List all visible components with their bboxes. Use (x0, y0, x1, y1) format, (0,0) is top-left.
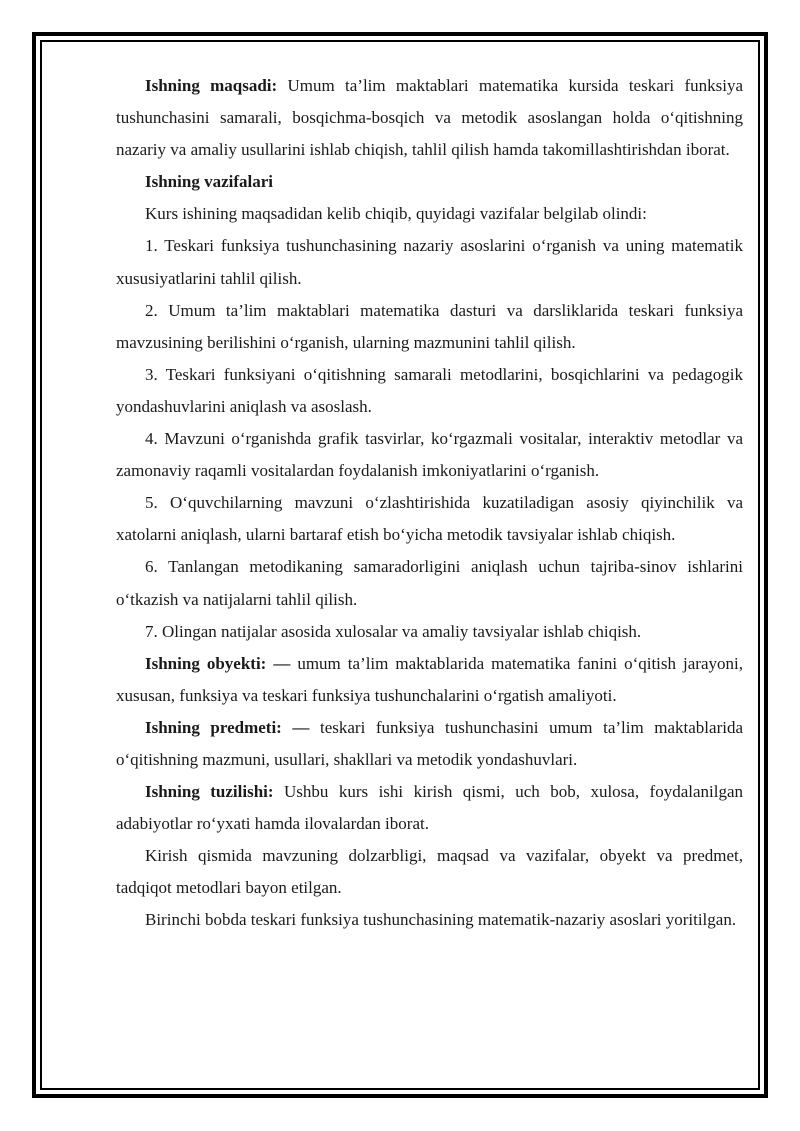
task-item-text: 4. Mavzuni o‘rganishda grafik tasvirlar, ko‘rgazmali vositalar, interaktiv metodlar va zamonaviy raqamli vositalardan foydalanish imkoniyatlarini o‘rganish. (116, 429, 743, 481)
task-item-text: 7. Olingan natijalar asosida xulosalar va amaliy tavsiyalar ishlab chiqish. (145, 621, 642, 641)
task-item-4 (116, 423, 743, 487)
subject-text: teskari funksiya tushunchasini umum ta’lim maktablarida o‘qitishning mazmuni, usullari, shakllari va metodik yondashuvlari. (116, 717, 743, 769)
object-heading: Ishning obyekti: — (145, 653, 291, 673)
task-item-text: 2. Umum ta’lim maktablari matematika dasturi va darsliklarida teskari funksiya mavzusining berilishini o‘rganish, ularning mazmunini tahlil qilish. (116, 300, 743, 352)
goal-heading: Ishning maqsadi: (145, 76, 278, 95)
paragraph-introduction (116, 840, 743, 904)
task-item-text: 1. Teskari funksiya tushunchasining nazariy asoslarini o‘rganish va uning matematik xususiyatlarini tahlil qilish. (116, 236, 743, 288)
structure-heading: Ishning tuzilishi: (145, 782, 274, 802)
chapter-one-text: Birinchi bobda teskari funksiya tushunchasining matematik-nazariy asoslari yoritilgan. (145, 910, 737, 930)
paragraph-goal (116, 70, 743, 166)
task-item-5 (116, 487, 743, 551)
task-item-2 (116, 295, 743, 359)
task-item-text: 5. O‘quvchilarning mavzuni o‘zlashtirishida kuzatiladigan asosiy qiyinchilik va xatolarni aniqlash, ularni bartaraf etish bo‘yicha metodik tavsiyalar ishlab chiqish. (116, 493, 743, 545)
task-item-text: 6. Tanlangan metodikaning samaradorligini aniqlash uchun tajriba-sinov ishlarini o‘tkazish va natijalarni tahlil qilish. (116, 557, 743, 609)
tasks-heading: Ishning vazifalari (145, 172, 273, 192)
paragraph-object (116, 648, 743, 712)
document-body (116, 70, 743, 937)
object-text: umum ta’lim maktablarida matematika fanini o‘qitish jarayoni, xususan, funksiya va teskari funksiya tushunchalarini o‘rgatish amaliyoti. (116, 653, 743, 705)
paragraph-structure (116, 776, 743, 840)
introduction-text: Kirish qismida mavzuning dolzarbligi, maqsad va vazifalar, obyekt va predmet, tadqiqot metodlari bayon etilgan. (116, 846, 743, 898)
paragraph-chapter-one (116, 904, 743, 936)
subject-heading: Ishning predmeti: — (145, 717, 310, 737)
task-item-text: 3. Teskari funksiyani o‘qitishning samarali metodlarini, bosqichlarini va pedagogik yondashuvlarini aniqlash va asoslash. (116, 364, 743, 416)
goal-text: Umum ta’lim maktablari matematika kursida teskari funksiya tushunchasini samarali, bosqichma-bosqich va metodik asoslangan holda o‘qitishning nazariy va amaliy usullarini ishlab chiqish, tahlil qilish hamda takomillashtirishdan iborat. (116, 76, 743, 160)
tasks-intro-text: Kurs ishining maqsadidan kelib chiqib, quyidagi vazifalar belgilab olindi: (145, 204, 647, 224)
paragraph-subject (116, 712, 743, 776)
task-item-3 (116, 359, 743, 423)
task-item-7 (116, 616, 743, 648)
paragraph-tasks-heading (116, 166, 743, 198)
paragraph-tasks-intro (116, 198, 743, 230)
task-item-6 (116, 551, 743, 615)
task-item-1 (116, 230, 743, 294)
structure-text: Ushbu kurs ishi kirish qismi, uch bob, xulosa, foydalanilgan adabiyotlar ro‘yxati hamda ilovalardan iborat. (116, 782, 743, 834)
